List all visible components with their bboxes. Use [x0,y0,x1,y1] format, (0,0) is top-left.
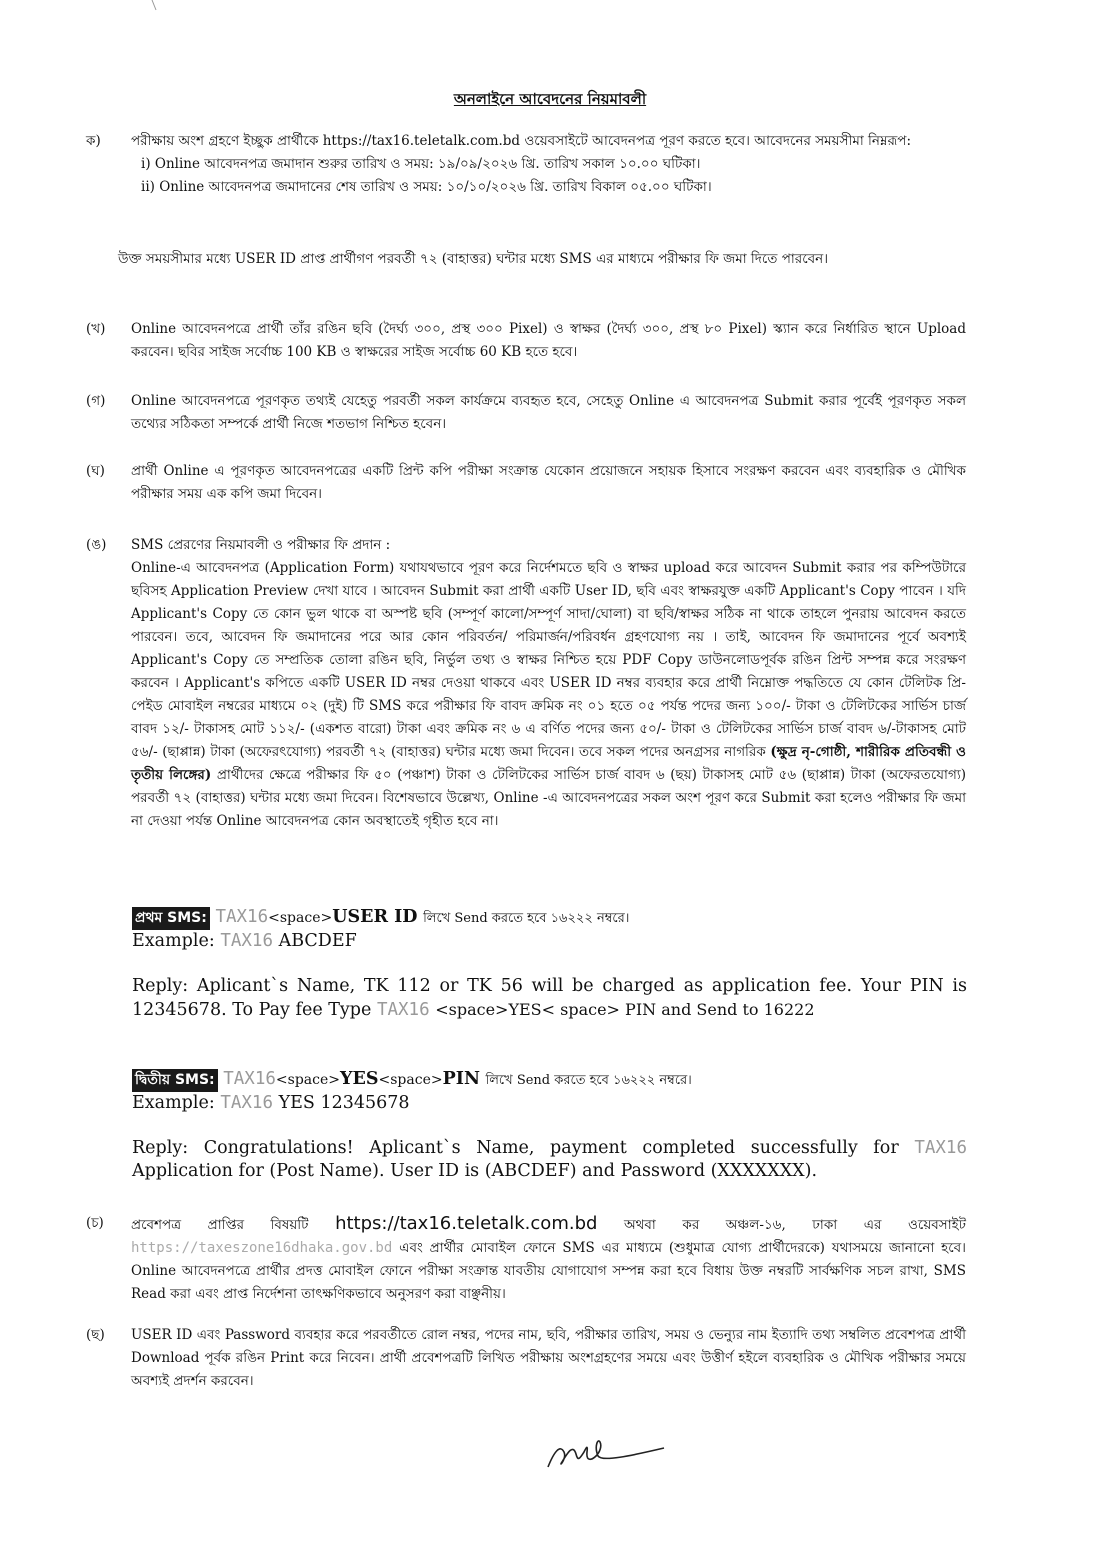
sms-2-block [132,1068,967,1183]
sms-2-example [132,1092,967,1115]
item-marker: (ঘ) [86,463,105,479]
sms-2-label: দ্বিতীয় SMS: [132,1069,218,1092]
sms-1-user-id: USER ID [332,907,418,927]
page-title: অনলাইনে আবেদনের নিয়মাবলী [453,90,647,108]
sms-2-example-code: TAX16 [220,1093,273,1113]
sms-2-reply [132,1137,967,1183]
item-marker: (গ) [86,393,106,409]
item-gha-text: প্রার্থী Online এ পূরণকৃত আবেদনপত্রের একটি প্রিন্ট কপি পরীক্ষা সংক্রান্ত যেকোন প্রয়োজনে সহায়ক হিসাবে সংরক্ষণ করবেন এবং ব্যবহারিক ও মৌখিক পরীক্ষার সময় এক কপি জমা দিবেন। [131,463,966,502]
item-chha-text: USER ID এবং Password ব্যবহার করে পরবর্তীতে রোল নম্বর, পদের নাম, ছবি, পরীক্ষার তারিখ, সময় ও ভেন্যুর নাম ইত্যাদি তথ্য সম্বলিত প্রবেশপত্র প্রার্থী Download পূর্বক রঙিন Print করে নিবেন। প্রার্থী প্রবেশপত্রটি লিখিত পরীক্ষায় অংশগ্রহণের সময়ে এবং উত্তীর্ণ হইলে ব্যবহারিক ও মৌখিক পরীক্ষার সময়ে অবশ্যই প্রদর্শন করবেন। [131,1327,966,1389]
item-kha [86,318,966,364]
taxes-zone-url-link[interactable]: https://taxeszone16dhaka.gov.bd [131,1240,393,1256]
sms-1-example [132,930,967,953]
item-chha [86,1324,966,1393]
item-cha [86,1212,966,1306]
sms-1-space: <space> [268,910,333,926]
sms-1-reply-suffix: <space>YES< space> PIN and Send to 16222 [435,1000,815,1019]
item-nga [86,534,966,833]
sms-2-code: TAX16 [223,1069,276,1089]
sms-2-instruction-line [132,1068,967,1092]
item-gha [86,460,966,506]
item-nga-text-part-1: Online-এ আবেদনপত্র (Application Form) যথাযথভাবে পূরণ করে নির্দেশমতে ছবি ও স্বাক্ষর upload করে আবেদন Submit করার পর কম্পিউটারে ছবিসহ Application Preview দেখা যাবে । আবেদন Submit করা প্রার্থী একটি User ID, ছবি এবং স্বাক্ষরযুক্ত একটি Applicant's Copy পাবেন । যদি Applicant's Copy তে কোন ভুল থাকে বা অস্পষ্ট ছবি (সম্পূর্ণ কালো/সম্পূর্ণ সাদা/ঘোলা) বা ছবি/স্বাক্ষর সঠিক না থাকে তাহলে পুনরায় আবেদন করতে পারবেন। তবে, আবেদন ফি জমাদানের পরে আর কোন পরিবর্তন/ পরিমার্জন/পরিবর্ধন গ্রহণযোগ্য নয় । তাই, আবেদন ফি জমাদানের পূর্বে অবশ্যই Applicant's Copy তে সম্প্রতিক তোলা রঙিন ছবি, নির্ভুল তথ্য ও স্বাক্ষর নিশ্চিত হয়ে PDF Copy ডাউনলোডপূর্বক রঙিন প্রিন্ট সম্পন্ন করে সংরক্ষণ করবেন । Applicant's কপিতে একটি USER ID নম্বর দেওয়া থাকবে এবং USER ID নম্বর ব্যবহার করে প্রার্থী নিম্নোক্ত পদ্ধতিতে যে কোন টেলিটক প্রি-পেইড মোবাইল নম্বরের মাধ্যমে ০২ (দুই) টি SMS করে পরীক্ষার ফি বাবদ ক্রমিক নং ০১ হতে ০৫ পর্যন্ত পদের জন্য ১০০/- টাকা ও টেলিটকের সার্ভিস চার্জ বাবদ ১২/- টাকাসহ মোট ১১২/- (একশত বারো) টাকা এবং ক্রমিক নং ৬ এ বর্ণিত পদের জন্য ৫০/- টাকা ও টেলিটকের সার্ভিস চার্জ বাবদ ৬/-টাকাসহ মোট ৫৬/- (ছাপ্পান্ন) টাকা (অফেরৎযোগ্য) পরবর্তী ৭২ (বাহাত্তর) ঘন্টার মধ্যে জমা দিবেন। তবে সকল পদের অনগ্রসর নাগরিক [131,560,966,760]
sms-2-pin: PIN [442,1069,480,1089]
item-marker: ক) [86,133,101,149]
item-ka-line-3: ii) Online আবেদনপত্র জমাদানের শেষ তারিখ ও সময়: ১০/১০/২০২৬ খ্রি. তারিখ বিকাল ০৫.০০ ঘটিকা। [141,179,712,195]
sms-1-reply-code: TAX16 [376,1000,430,1020]
sms-1-example-label: Example: [132,931,215,951]
teletalk-url-link[interactable]: https://tax16.teletalk.com.bd [335,1213,598,1234]
item-marker: (ছ) [86,1327,105,1343]
item-nga-text [131,557,966,833]
sms-1-reply [132,975,967,1022]
sms-2-reply-text: Reply: Congratulations! Aplicant`s Name, payment completed successfully for [132,1138,899,1158]
item-ga-text: Online আবেদনপত্রে পূরণকৃত তথ্যই যেহেতু পরবর্তী সকল কার্যক্রমে ব্যবহৃত হবে, সেহেতু Online এ আবেদনপত্র Submit করার পূর্বেই পূরণকৃত সকল তথ্যের সঠিকতা সম্পর্কে প্রার্থী নিজে শতভাগ নিশ্চিত হবেন। [131,393,966,432]
sms-2-yes: YES [340,1069,379,1089]
sms-1-code: TAX16 [215,907,269,927]
sms-1-example-code: TAX16 [220,931,273,951]
sms-2-space-1: <space> [275,1072,341,1088]
item-ka [86,130,966,199]
signature-icon [540,1422,670,1482]
item-marker: (ঙ) [86,537,107,553]
sms-2-reply-code: TAX16 [914,1138,967,1158]
item-kha-text: Online আবেদনপত্রে প্রার্থী তাঁর রঙিন ছবি (দৈর্ঘ্য ৩০০, প্রস্থ ৩০০ Pixel) ও স্বাক্ষর (দৈর্ঘ্য ৩০০, প্রস্থ ৮০ Pixel) স্ক্যান করে নির্ধারিত স্থানে Upload করবেন। ছবির সাইজ সর্বোচ্চ 100 KB ও স্বাক্ষরের সাইজ সর্বোচ্চ 60 KB হতে হবে। [131,321,966,360]
item-cha-text [131,1212,966,1306]
sms-1-instruction-line [132,906,967,930]
item-ka-line-1: পরীক্ষায় অংশ গ্রহণে ইচ্ছুক প্রার্থীকে https://tax16.teletalk.com.bd ওয়েবসাইটে আবেদনপত্র পূরণ করতে হবে। আবেদনের সময়সীমা নিম্নরূপ: [131,133,911,149]
item-ga [86,390,966,436]
item-nga-heading: SMS প্রেরণের নিয়মাবলী ও পরীক্ষার ফি প্রদান : [131,537,391,553]
item-cha-post: এবং প্রার্থীর মোবাইল ফোনে SMS এর মাধ্যমে (শুধুমাত্র যোগ্য প্রার্থীদেরকে) যথাসময়ে জানানো হবে। Online আবেদনপত্রে প্রার্থীর প্রদত্ত মোবাইল ফোনে পরীক্ষা সংক্রান্ত যাবতীয় যোগাযোগ সম্পন্ন করা হবে বিধায় উক্ত নম্বরটি সার্বক্ষণিক সচল রাখা, SMS Read করা এবং প্রাপ্ত নির্দেশনা তাৎক্ষণিকভাবে অনুসরণ করা বাঞ্ছনীয়। [131,1240,966,1302]
sms-2-space-2: <space> [378,1072,443,1088]
sms-2-reply-suffix: Application for (Post Name). User ID is (ABCDEF) and Password (XXXXXXX). [132,1161,818,1181]
item-marker: (খ) [86,321,106,337]
sms-2-example-value: YES 12345678 [278,1093,410,1113]
item-cha-pre: প্রবেশপত্র প্রাপ্তির বিষয়টি [131,1217,309,1233]
sms-1-label: প্রথম SMS: [132,907,210,930]
item-ka-line-2: i) Online আবেদনপত্র জমাদান শুরুর তারিখ ও সময়: ১৯/০৯/২০২৬ খ্রি. তারিখ সকাল ১০.০০ ঘটিকা। [141,156,701,172]
sms-1-block [132,906,967,1022]
item-nga-text-part-2: প্রার্থীদের ক্ষেত্রে পরীক্ষার ফি ৫০ (পঞ্চাশ) টাকা ও টেলিটকের সার্ভিস চার্জ বাবদ ৬ (ছয়) টাকাসহ মোট ৫৬ (ছাপ্পান্ন) টাকা (অফেরতযোগ্য) পরবর্তী ৭২ (বাহাত্তর) ঘন্টার মধ্যে জমা দিবেন। বিশেষভাবে উল্লেখ্য, Online -এ আবেদনপত্রের সকল অংশ পূরণ করে Submit করা হলেও পরীক্ষার ফি জমা না দেওয়া পর্যন্ত Online আবেদনপত্র কোন অবস্থাতেই গৃহীত হবে না। [131,767,967,829]
sms-2-instruction: লিখে Send করতে হবে ১৬২২২ নম্বরে। [485,1073,692,1088]
item-ka-note: উক্ত সময়সীমার মধ্যে USER ID প্রাপ্ত প্রার্থীগণ পরবর্তী ৭২ (বাহাত্তর) ঘন্টার মধ্যে SMS এর মাধ্যমে পরীক্ষার ফি জমা দিতে পারবেন। [118,251,829,267]
item-marker: (চ) [86,1215,104,1231]
sms-2-example-label: Example: [132,1093,215,1113]
item-nga-bold-text: (ক্ষুদ্র নৃ-গোষ্ঠী, শারীরিক প্রতিবন্ধী ও তৃতীয় লিঙ্গের) [131,744,966,783]
scan-artifact-icon [150,0,160,12]
sms-1-example-value: ABCDEF [278,931,357,951]
sms-1-instruction: লিখে Send করতে হবে ১৬২২২ নম্বরে। [423,911,630,926]
item-cha-mid: অথবা কর অঞ্চল-১৬, ঢাকা এর ওয়েবসাইট [623,1217,966,1233]
sms-1-reply-text: Reply: Aplicant`s Name, TK 112 or TK 56 will be charged as application fee. Your PIN is 12345678. To Pay fee Type [132,976,967,1020]
